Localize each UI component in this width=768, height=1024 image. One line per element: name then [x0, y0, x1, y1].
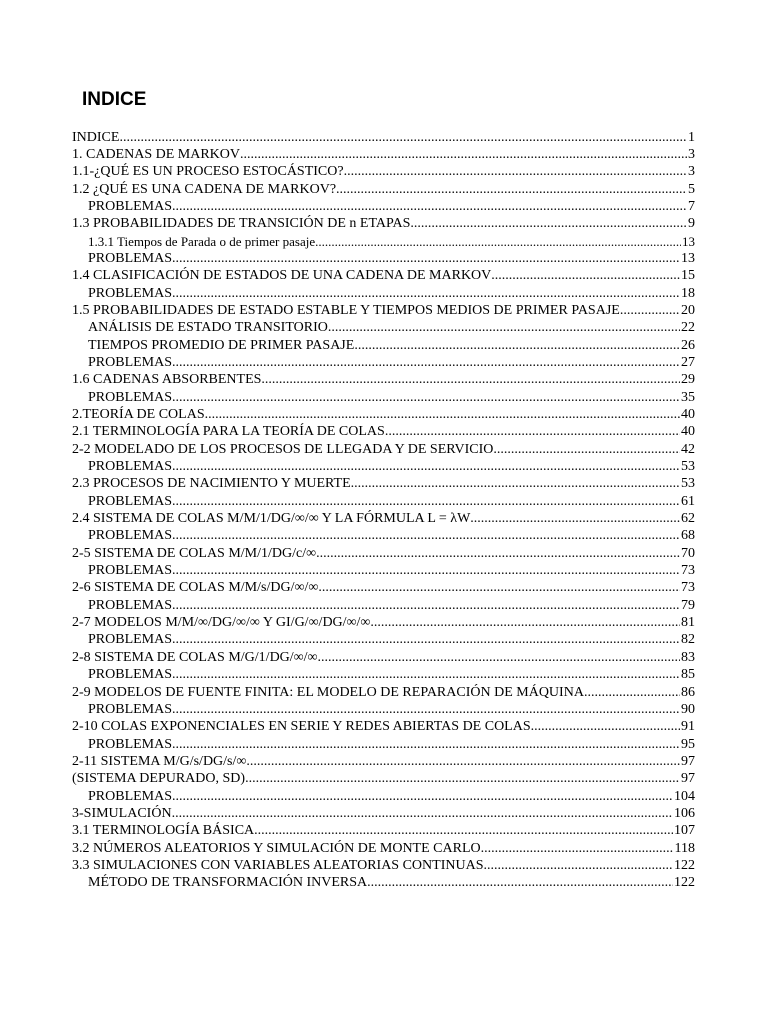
toc-entry[interactable] [72, 579, 695, 596]
toc-entry-title: 2.TEORÍA DE COLAS [72, 407, 205, 422]
toc-entry-title: 2.3 PROCESOS DE NACIMIENTO Y MUERTE [72, 476, 351, 492]
toc-entry[interactable] [72, 475, 695, 492]
toc-entry-title: 1.5 PROBABILIDADES DE ESTADO ESTABLE Y TIEMPOS MEDIOS DE PRIMER PASAJE [72, 302, 620, 318]
toc-entry-page-number: 118 [674, 840, 695, 856]
toc-entry-page-number: 3 [688, 164, 695, 180]
dot-leader [410, 215, 687, 232]
dot-leader [172, 562, 680, 579]
toc-entry-page-number: 22 [681, 320, 695, 336]
toc-entry-title: MÉTODO DE TRANSFORMACIÓN INVERSA [88, 875, 368, 891]
toc-entry-page-number: 97 [681, 753, 695, 769]
toc-entry-title: PROBLEMAS [88, 354, 173, 370]
toc-entry[interactable] [72, 840, 695, 857]
toc-entry-page-number: 53 [681, 459, 695, 475]
toc-entry-page-number: 5 [688, 181, 695, 197]
toc-entry-page-number: 97 [681, 771, 695, 787]
dot-leader [328, 319, 680, 336]
dot-leader [172, 788, 673, 805]
toc-entry[interactable] [72, 354, 695, 371]
toc-entry[interactable] [72, 562, 695, 579]
toc-entry-title: 1.4 CLASIFICACIÓN DE ESTADOS DE UNA CADENA DE MARKOV [72, 268, 492, 284]
dot-leader [367, 874, 673, 891]
toc-entry-title: INDICE [72, 129, 120, 145]
toc-entry-title: (SISTEMA DEPURADO, SD) [72, 771, 246, 787]
toc-entry-title: 2-8 SISTEMA DE COLAS M/G/1/DG/∞/∞ [72, 649, 318, 665]
toc-entry-page-number: 42 [681, 441, 695, 457]
dot-leader [354, 337, 680, 354]
toc-entry-page-number: 13 [681, 250, 695, 266]
toc-entry[interactable] [72, 458, 695, 475]
toc-entry-title: PROBLEMAS [88, 701, 173, 717]
toc-entry-title: 1.6 CADENAS ABSORBENTES [72, 372, 262, 388]
dot-leader [172, 285, 680, 302]
dot-leader [172, 458, 680, 475]
toc-entry-title: PROBLEMAS [88, 528, 173, 544]
dot-leader [370, 614, 680, 631]
toc-entry[interactable] [72, 302, 695, 319]
toc-entry[interactable] [72, 163, 695, 180]
toc-entry-page-number: 18 [681, 285, 695, 301]
toc-entry-title: PROBLEMAS [88, 667, 173, 683]
toc-entry-title: PROBLEMAS [88, 563, 173, 579]
toc-entry[interactable] [72, 233, 695, 250]
toc-entry-page-number: 13 [682, 233, 695, 249]
dot-leader [172, 250, 680, 267]
toc-entry-page-number: 107 [674, 823, 695, 839]
toc-entry-title: 3.2 NÚMEROS ALEATORIOS Y SIMULACIÓN DE MONTE CARLO [72, 840, 481, 856]
toc-entry-page-number: 20 [681, 302, 695, 318]
toc-entry-title: 1.3.1 Tiempos de Parada o de primer pasaje [88, 233, 316, 249]
dot-leader [172, 354, 680, 371]
toc-entry-page-number: 122 [674, 875, 695, 891]
dot-leader [481, 840, 674, 857]
toc-entry[interactable] [72, 805, 695, 822]
toc-entry-title: 1.2 ¿QUÉ ES UNA CADENA DE MARKOV? [72, 181, 337, 197]
toc-entry-page-number: 62 [681, 511, 695, 527]
table-of-contents [72, 129, 695, 892]
toc-entry-title: 2-11 SISTEMA M/G/s/DG/s/∞ [72, 753, 247, 769]
toc-entry[interactable] [72, 441, 695, 458]
dot-leader [172, 597, 680, 614]
toc-entry-title: 2-2 MODELADO DE LOS PROCESOS DE LLEGADA Y DE SERVICIO [72, 441, 494, 457]
toc-entry[interactable] [72, 250, 695, 267]
toc-entry-page-number: 26 [681, 337, 695, 353]
toc-entry-title: TIEMPOS PROMEDIO DE PRIMER PASAJE [88, 337, 355, 353]
toc-entry-page-number: 53 [681, 476, 695, 492]
toc-entry[interactable] [72, 701, 695, 718]
dot-leader [245, 770, 680, 787]
toc-entry-title: PROBLEMAS [88, 736, 173, 752]
toc-entry-title: 2.4 SISTEMA DE COLAS M/M/1/DG/∞/∞ Y LA FÓRMULA L = λW [72, 511, 471, 527]
toc-entry-page-number: 35 [681, 389, 695, 405]
toc-entry[interactable] [72, 770, 695, 787]
toc-entry-page-number: 90 [681, 701, 695, 717]
toc-entry-title: PROBLEMAS [88, 389, 173, 405]
toc-entry-title: 1. CADENAS DE MARKOV [72, 146, 241, 162]
toc-entry-page-number: 122 [674, 857, 695, 873]
toc-entry[interactable] [72, 389, 695, 406]
dot-leader [254, 822, 673, 839]
toc-entry-title: 1.1-¿QUÉ ES UN PROCESO ESTOCÁSTICO? [72, 164, 344, 180]
toc-entry-page-number: 106 [674, 805, 695, 821]
toc-entry[interactable] [72, 198, 695, 215]
toc-entry[interactable] [72, 510, 695, 527]
dot-leader [483, 857, 673, 874]
dot-leader [385, 423, 680, 440]
dot-leader [320, 545, 680, 562]
toc-entry-page-number: 81 [681, 615, 695, 631]
toc-entry-title: PROBLEMAS [88, 459, 173, 475]
toc-entry-title: 1.3 PROBABILIDADES DE TRANSICIÓN DE n ETAPAS [72, 216, 411, 232]
toc-entry-page-number: 104 [674, 788, 695, 804]
toc-entry[interactable] [72, 371, 695, 388]
dot-leader [119, 129, 687, 146]
toc-entry[interactable] [72, 597, 695, 614]
toc-entry-page-number: 91 [681, 719, 695, 735]
toc-entry-title: 2-7 MODELOS M/M/∞/DG/∞/∞ Y GI/G/∞/DG/∞/∞ [72, 615, 371, 631]
toc-entry-page-number: 82 [681, 632, 695, 648]
toc-entry-page-number: 1 [688, 129, 695, 145]
toc-entry-page-number: 95 [681, 736, 695, 752]
toc-entry-title: 2-10 COLAS EXPONENCIALES EN SERIE Y REDES ABIERTAS DE COLAS [72, 719, 531, 735]
dot-leader [318, 579, 680, 596]
toc-entry-title: 3.3 SIMULACIONES CON VARIABLES ALEATORIAS CONTINUAS [72, 857, 484, 873]
toc-entry[interactable] [72, 406, 695, 423]
toc-entry-page-number: 83 [681, 649, 695, 665]
toc-entry[interactable] [72, 545, 695, 562]
dot-leader [620, 302, 680, 319]
toc-entry-title: 2-9 MODELOS DE FUENTE FINITA: EL MODELO DE REPARACIÓN DE MÁQUINA [72, 684, 584, 700]
toc-entry[interactable] [72, 822, 695, 839]
dot-leader [318, 649, 680, 666]
toc-entry[interactable] [72, 527, 695, 544]
dot-leader [344, 163, 687, 180]
toc-entry-title: PROBLEMAS [88, 597, 173, 613]
toc-entry-page-number: 61 [681, 493, 695, 509]
toc-entry[interactable] [72, 423, 695, 440]
dot-leader [351, 475, 680, 492]
dot-leader [261, 371, 680, 388]
toc-entry-title: PROBLEMAS [88, 788, 173, 804]
toc-entry[interactable] [72, 666, 695, 683]
dot-leader [172, 493, 680, 510]
dot-leader [172, 631, 680, 648]
toc-entry-page-number: 73 [681, 563, 695, 579]
toc-entry[interactable] [72, 319, 695, 336]
dot-leader [491, 267, 680, 284]
toc-entry-page-number: 9 [688, 216, 695, 232]
dot-leader [240, 146, 687, 163]
toc-entry-title: 3-SIMULACIÓN [72, 805, 172, 821]
dot-leader [172, 666, 680, 683]
toc-entry[interactable] [72, 788, 695, 805]
toc-entry[interactable] [72, 614, 695, 631]
toc-entry[interactable] [72, 146, 695, 163]
toc-entry-page-number: 40 [681, 407, 695, 422]
toc-entry-title: 2-5 SISTEMA DE COLAS M/M/1/DG/c/∞. [72, 545, 320, 561]
page-title: INDICE [82, 89, 147, 110]
dot-leader [205, 406, 680, 423]
toc-entry-title: PROBLEMAS [88, 632, 173, 648]
toc-entry-title: 2.1 TERMINOLOGÍA PARA LA TEORÍA DE COLAS [72, 424, 385, 440]
toc-entry[interactable] [72, 684, 695, 701]
dot-leader [172, 389, 680, 406]
dot-leader [336, 181, 687, 198]
toc-entry[interactable] [72, 874, 695, 891]
dot-leader [584, 684, 680, 701]
dot-leader [531, 718, 680, 735]
dot-leader [470, 510, 680, 527]
toc-entry[interactable] [72, 337, 695, 354]
toc-entry-page-number: 85 [681, 667, 695, 683]
toc-entry-page-number: 3 [688, 146, 695, 162]
dot-leader [172, 736, 680, 753]
dot-leader [493, 441, 680, 458]
dot-leader [172, 701, 680, 718]
dot-leader [315, 233, 681, 250]
toc-entry-page-number: 68 [681, 528, 695, 544]
toc-entry-title: PROBLEMAS [88, 250, 173, 266]
toc-entry-title: PROBLEMAS [88, 493, 173, 509]
toc-entry-page-number: 40 [681, 424, 695, 440]
toc-entry-title: PROBLEMAS [88, 285, 173, 301]
toc-entry-page-number: 15 [681, 268, 695, 284]
dot-leader [172, 805, 673, 822]
toc-entry[interactable] [72, 753, 695, 770]
toc-entry-title: 3.1 TERMINOLOGÍA BÁSICA [72, 823, 255, 839]
toc-entry-title: 2-6 SISTEMA DE COLAS M/M/s/DG/∞/∞ [72, 580, 319, 596]
dot-leader [172, 527, 680, 544]
toc-entry-page-number: 79 [681, 597, 695, 613]
toc-entry-page-number: 86 [681, 684, 695, 700]
dot-leader [246, 753, 680, 770]
toc-entry-page-number: 27 [681, 354, 695, 370]
toc-entry[interactable] [72, 129, 695, 146]
toc-entry-page-number: 73 [681, 580, 695, 596]
toc-entry[interactable] [72, 181, 695, 198]
toc-entry[interactable] [72, 736, 695, 753]
toc-entry[interactable] [72, 649, 695, 666]
toc-entry[interactable] [72, 267, 695, 284]
toc-entry[interactable] [72, 631, 695, 648]
toc-entry[interactable] [72, 215, 695, 232]
toc-entry-title: PROBLEMAS [88, 198, 173, 214]
toc-entry[interactable] [72, 493, 695, 510]
toc-entry[interactable] [72, 857, 695, 874]
toc-entry-title: ANÁLISIS DE ESTADO TRANSITORIO [88, 320, 328, 336]
toc-entry-page-number: 70 [681, 545, 695, 561]
dot-leader [172, 198, 687, 215]
toc-entry-page-number: 29 [681, 372, 695, 388]
toc-entry[interactable] [72, 285, 695, 302]
toc-entry-page-number: 7 [688, 198, 695, 214]
toc-entry[interactable] [72, 718, 695, 735]
